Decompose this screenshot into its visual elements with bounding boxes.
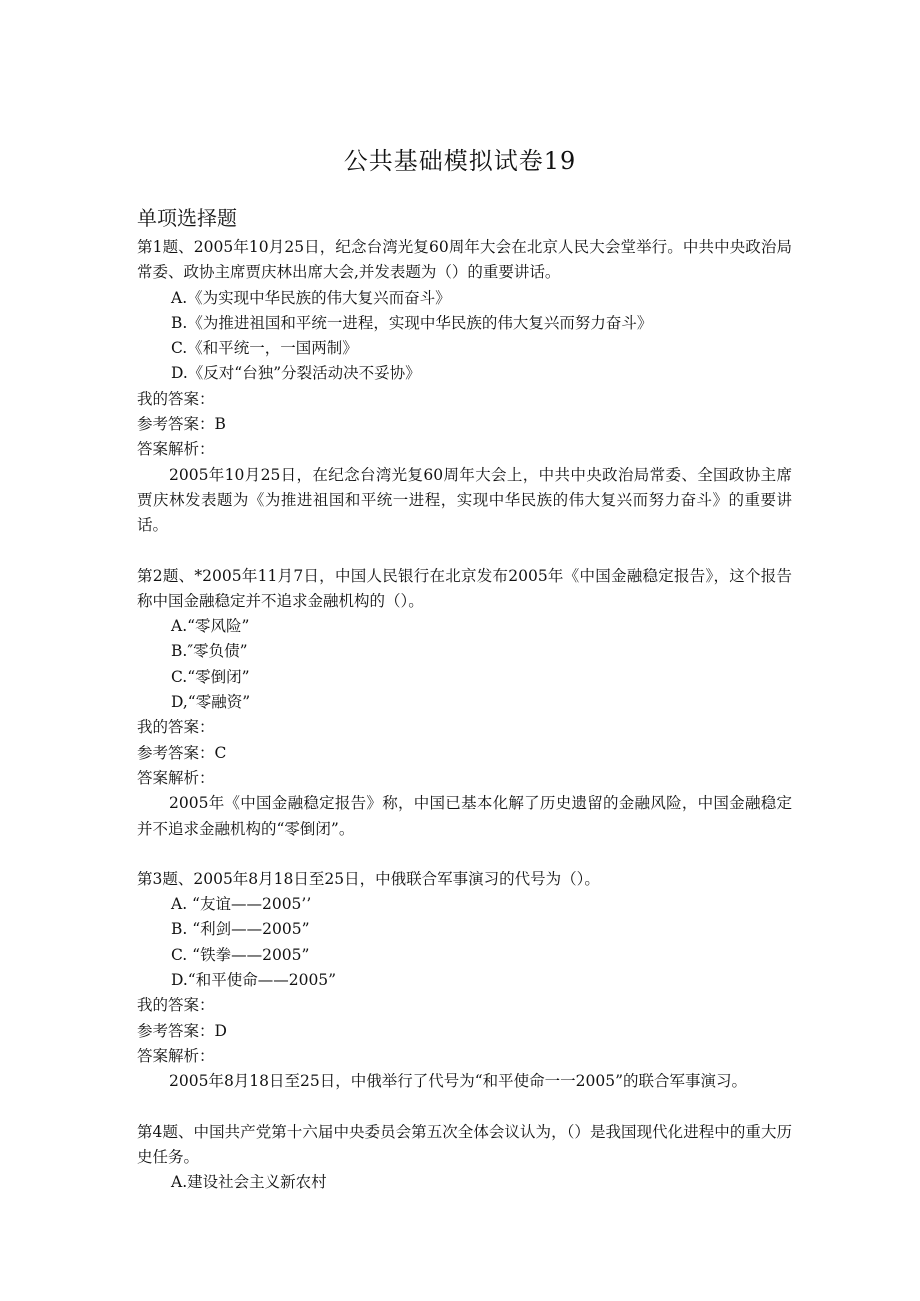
option-b: B. “利剑——2005” <box>171 920 310 939</box>
question-3 <box>137 867 792 1095</box>
question-list <box>137 235 792 1220</box>
option-d: D.“和平使命——2005” <box>171 971 337 990</box>
option-d: D.《反对“台独”分裂活动决不妥协》 <box>171 364 421 383</box>
analysis-label: 答案解析： <box>137 1046 215 1065</box>
option-a: A. “友谊——2005’’ <box>171 895 312 914</box>
reference-answer-label: 参考答案： <box>137 743 215 762</box>
analysis-text: 2005年《中国金融稳定报告》称，中国已基本化解了历史遗留的金融风险，中国金融稳定并不追求金融机构的“零倒闭”。 <box>137 794 792 838</box>
option-c: C.“零倒闭” <box>171 667 250 686</box>
reference-answer-value: D <box>214 1021 227 1040</box>
reference-answer-label: 参考答案： <box>137 1021 215 1040</box>
document-title: 公共基础模拟试卷19 <box>343 147 577 175</box>
section-heading: 单项选择题 <box>137 206 237 230</box>
my-answer-label: 我的答案： <box>137 996 215 1015</box>
option-a: A.建设社会主义新农村 <box>171 1173 327 1192</box>
my-answer-label: 我的答案： <box>137 718 215 737</box>
question-text: 第2题、*2005年11月7日，中国人民银行在北京发布2005年《中国金融稳定报告》，这个报告称中国金融稳定并不追求金融机构的（）。 <box>137 566 792 610</box>
option-a: A.“零风险” <box>171 617 250 636</box>
reference-answer <box>137 412 792 437</box>
question-text: 第3题、2005年8月18日至25日，中俄联合军事演习的代号为（）。 <box>137 869 600 888</box>
reference-answer <box>137 741 792 766</box>
option-c: C.《和平统一，一国两制》 <box>171 339 358 358</box>
option-b: B.《为推进祖国和平统一进程，实现中华民族的伟大复兴而努力奋斗》 <box>171 313 653 332</box>
analysis-label: 答案解析： <box>137 768 215 787</box>
reference-answer-value: C <box>214 743 227 762</box>
question-1 <box>137 235 792 539</box>
option-b: B.″零负债” <box>171 642 248 661</box>
analysis-text: 2005年8月18日至25日，中俄举行了代号为“和平使命一一2005”的联合军事演习。 <box>169 1072 748 1091</box>
analysis-text: 2005年10月25日，在纪念台湾光复60周年大会上，中共中央政治局常委、全国政协主席贾庆林发表题为《为推进祖国和平统一进程，实现中华民族的伟大复兴而努力奋斗》的重要讲话。 <box>137 465 792 535</box>
reference-answer <box>137 1019 792 1044</box>
my-answer-label: 我的答案： <box>137 389 215 408</box>
reference-answer-label: 参考答案： <box>137 415 215 434</box>
option-a: A.《为实现中华民族的伟大复兴而奋斗》 <box>171 288 451 307</box>
question-4 <box>137 1120 792 1196</box>
analysis-label: 答案解析： <box>137 440 215 459</box>
question-2 <box>137 564 792 842</box>
option-c: C. “铁拳——2005” <box>171 945 310 964</box>
question-text: 第4题、中国共产党第十六届中央委员会第五次全体会议认为，（）是我国现代化进程中的重大历史任务。 <box>137 1122 792 1166</box>
reference-answer-value: B <box>214 415 226 434</box>
option-d: D,“零融资” <box>171 693 251 712</box>
question-text: 第1题、2005年10月25日，纪念台湾光复60周年大会在北京人民大会堂举行。中共中央政治局常委、政协主席贾庆林出席大会,并发表题为（）的重要讲话。 <box>137 238 792 282</box>
